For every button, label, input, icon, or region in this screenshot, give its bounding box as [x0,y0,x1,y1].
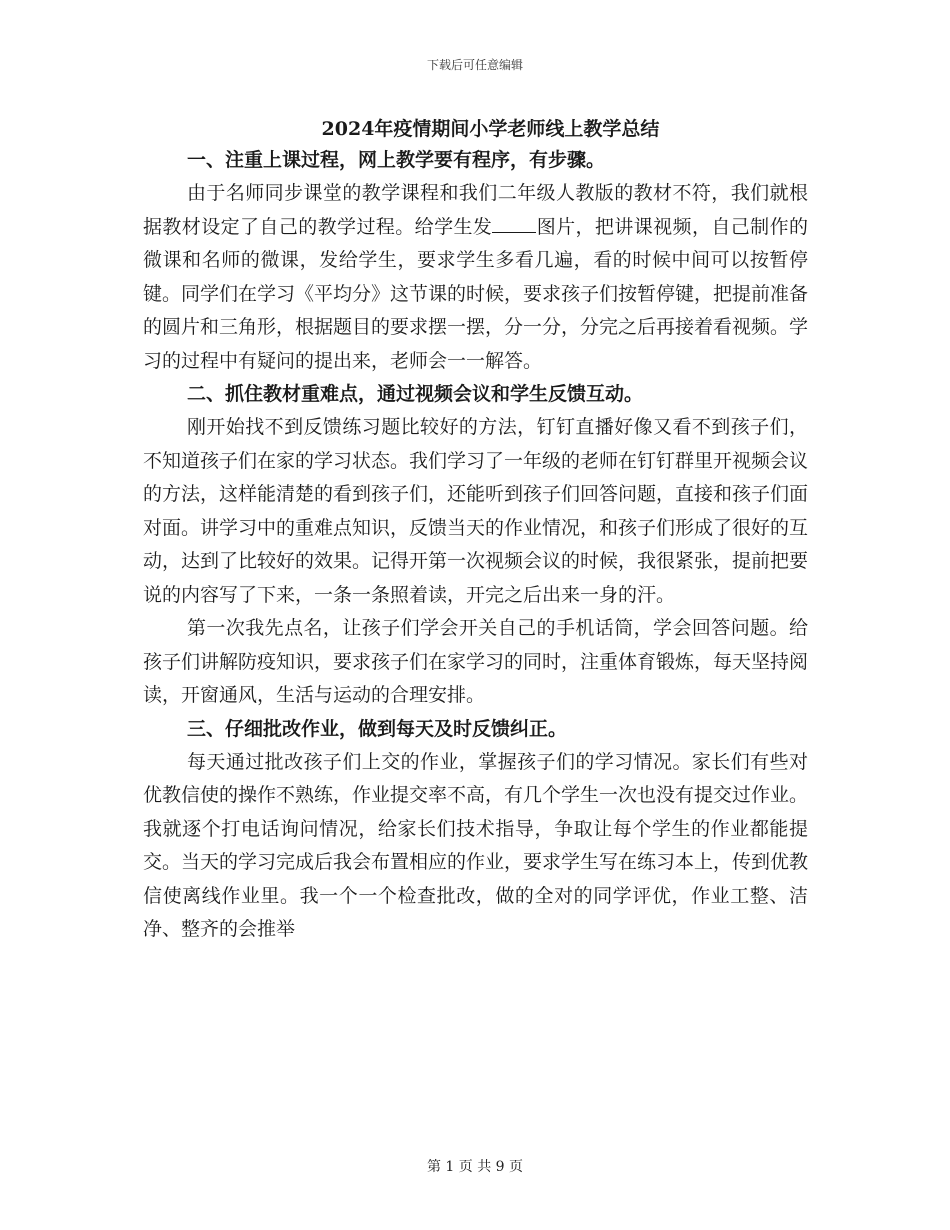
paragraph-text: 图片，把讲课视频，自己制作的微课和名师的微课，发给学生，要求学生多看几遍，看的时候中间可以按暂停键。同学们在学习《平均分》这节课的时候，要求孩子们按暂停键，把提前准备的圆片和三角形，根据题目的要求摆一摆，分一分，分完之后再接着看视频。学习的过程中有疑问的提出来，老师会一一解答。 [143,215,809,372]
section-2-paragraph-2: 第一次我先点名，让孩子们学会开关自己的手机话筒，学会回答问题。给孩子们讲解防疫知识，要求孩子们在家学习的同时，注重体育锻炼，每天坚持阅读，开窗通风，生活与运动的合理安排。 [143,617,809,706]
paragraph-text: 由于名师同步课堂的教学课程和我们二年级人教版的教材不符，我们就根据教材设定了自己的教学过程。给学生发 [143,182,808,238]
page-header-note: 下载后可任意编辑 [426,58,523,72]
section-2-paragraph-1: 刚开始找不到反馈练习题比较好的方法，钉钉直播好像又看不到孩子们，不知道孩子们在家的学习状态。我们学习了一年级的老师在钉钉群里开视频会议的方法，这样能清楚的看到孩子们，还能听到孩子们回答问题，直接和孩子们面对面。讲学习中的重难点知识，反馈当天的作业情况，和孩子们形成了很好的互动，达到了比较好的效果。记得开第一次视频会议的时候，我很紧张，提前把要说的内容写了下来，一条一条照着读，开完之后出来一身的汗。 [143,416,809,606]
section-1-paragraph-1 [143,177,808,378]
fill-in-blank-line [492,214,536,233]
section-3-paragraph-1: 每天通过批改孩子们上交的作业，掌握孩子们的学习情况。家长们有些对优教信使的操作不熟练，作业提交率不高，有几个学生一次也没有提交过作业。我就逐个打电话询问情况，给家长们技术指导，争取让每个学生的作业都能提交。当天的学习完成后我会布置相应的作业，要求学生写在练习本上，传到优教信使离线作业里。我一个一个检查批改，做的全对的同学评优，作业工整、洁净、整齐的会推举 [143,750,809,940]
section-heading-1: 一、注重上课过程，网上教学要有程序，有步骤。 [187,149,606,171]
section-heading-2: 二、抓住教材重难点，通过视频会议和学生反馈互动。 [187,383,644,405]
page-number: 第 1 页 共 9 页 [426,1159,524,1175]
document-body [143,114,808,947]
section-heading-3: 三、仔细批改作业，做到每天及时反馈纠正。 [187,717,568,740]
document-title: 2024年疫情期间小学老师线上教学总结 [321,118,660,140]
